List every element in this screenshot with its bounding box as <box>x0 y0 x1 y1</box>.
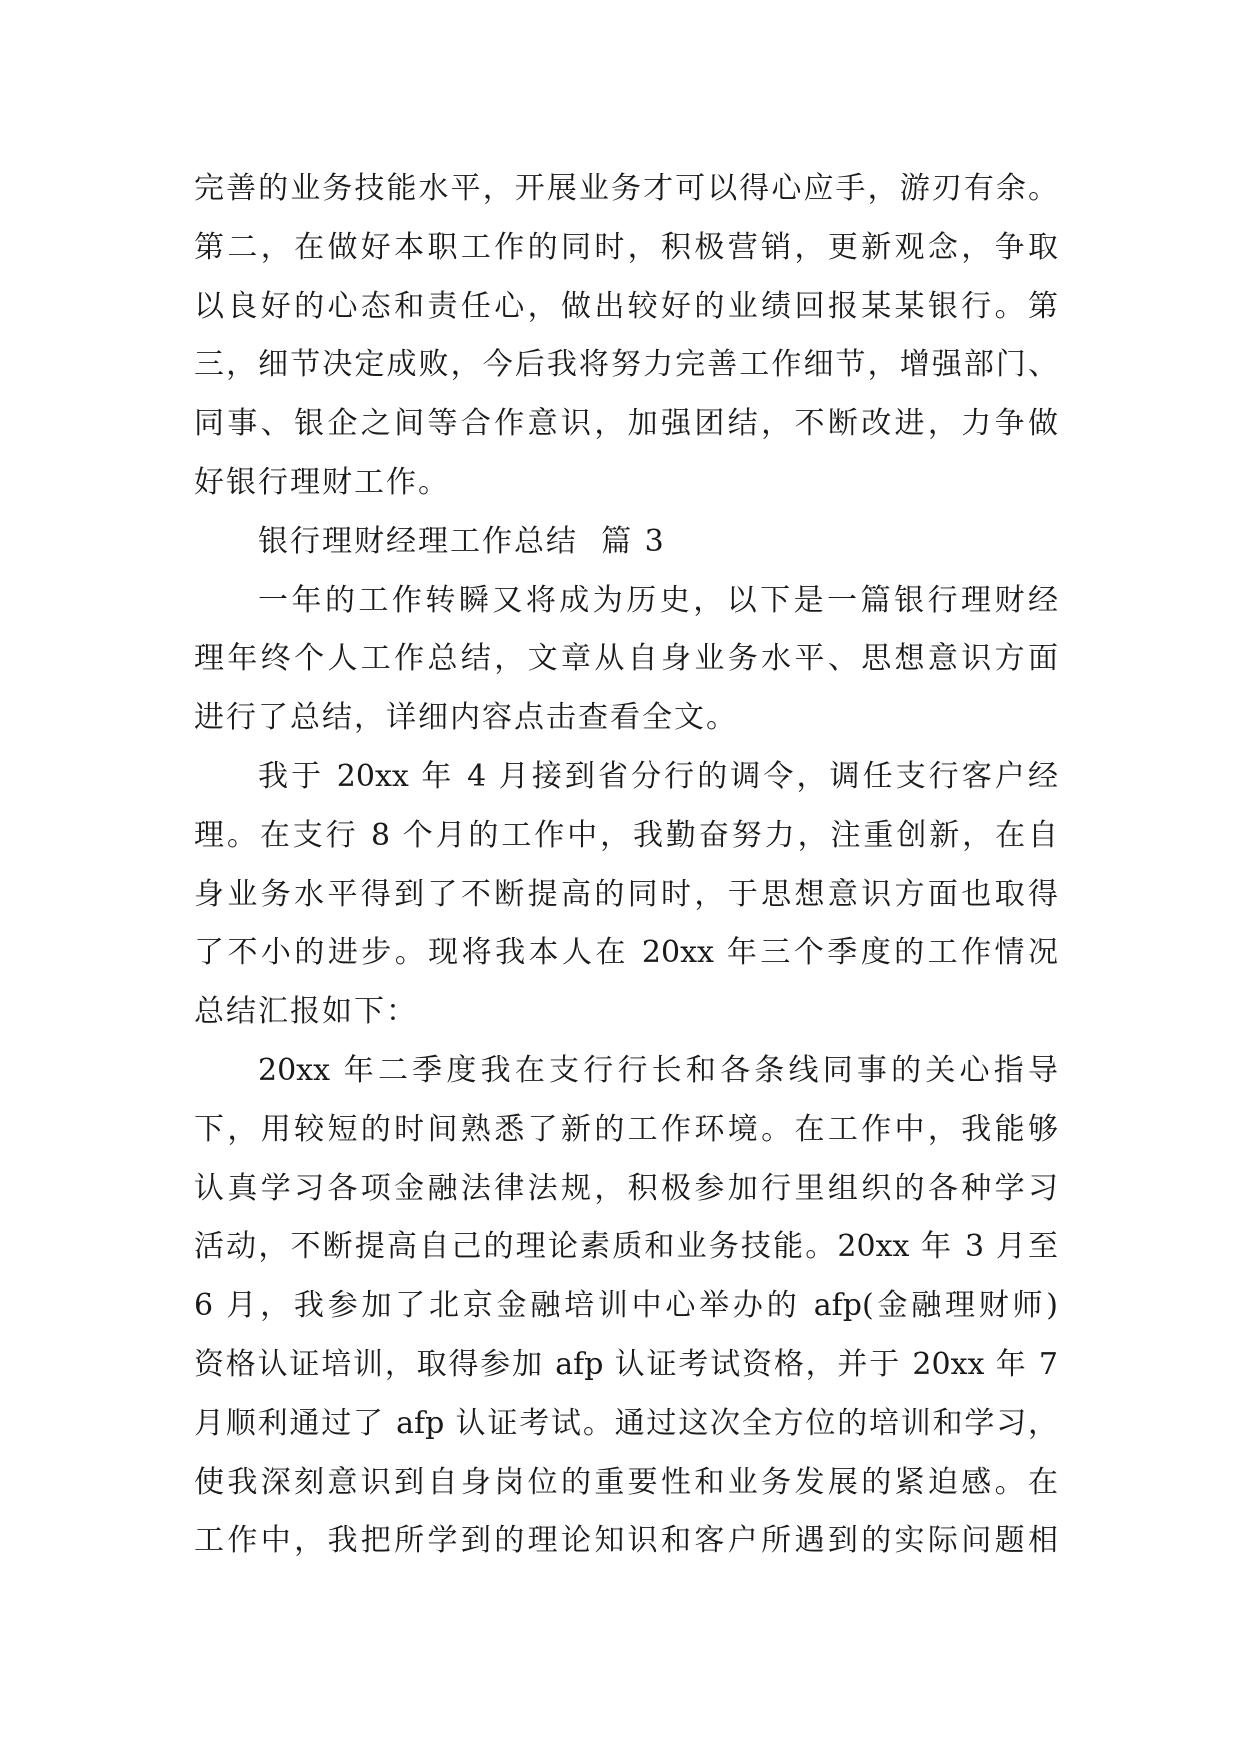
text-line: 身业务水平得到了不断提高的同时，于思想意识方面也取得 <box>194 876 1058 912</box>
text-line: 下，用较短的时间熟悉了新的工作环境。在工作中，我能够 <box>194 1111 1058 1147</box>
text-line: 资格认证培训，取得参加 afp 认证考试资格，并于 20xx 年 7 <box>194 1346 1058 1382</box>
text-line: 理年终个人工作总结，文章从自身业务水平、思想意识方面 <box>194 641 1058 677</box>
text-line: 月顺利通过了 afp 认证考试。通过这次全方位的培训和学习， <box>194 1405 1058 1441</box>
text-line: 进行了总结，详细内容点击查看全文。 <box>194 700 738 736</box>
text-line: 我于 20xx 年 4 月接到省分行的调令，调任支行客户经 <box>258 758 1058 794</box>
text-line: 以良好的心态和责任心，做出较好的业绩回报某某银行。第 <box>194 288 1058 324</box>
text-line: 20xx 年二季度我在支行行长和各条线同事的关心指导 <box>258 1052 1058 1088</box>
paragraph-continuation <box>194 160 1058 513</box>
section-heading <box>194 513 1058 572</box>
paragraph-intro <box>194 572 1058 748</box>
text-line: 工作中，我把所学到的理论知识和客户所遇到的实际问题相 <box>194 1523 1058 1559</box>
paragraph-appointment <box>194 748 1058 1042</box>
text-line: 活动，不断提高自己的理论素质和业务技能。20xx 年 3 月至 <box>194 1229 1058 1265</box>
text-line: 一年的工作转瞬又将成为历史，以下是一篇银行理财经 <box>258 582 1058 618</box>
text-line: 使我深刻意识到自身岗位的重要性和业务发展的紧迫感。在 <box>194 1464 1058 1500</box>
text-line: 完善的业务技能水平，开展业务才可以得心应手，游刃有余。 <box>194 171 1058 206</box>
paragraph-q2 <box>194 1042 1058 1571</box>
text-line: 好银行理财工作。 <box>194 464 450 500</box>
document-body <box>194 160 1058 1571</box>
text-line: 认真学习各项金融法律法规，积极参加行里组织的各种学习 <box>194 1170 1058 1206</box>
text-line: 了不小的进步。现将我本人在 20xx 年三个季度的工作情况 <box>194 935 1058 971</box>
text-line: 6 月，我参加了北京金融培训中心举办的 afp(金融理财师) <box>194 1288 1058 1324</box>
text-line: 总结汇报如下： <box>194 994 418 1030</box>
section-title: 银行理财经理工作总结 篇 3 <box>258 523 666 559</box>
text-line: 第二，在做好本职工作的同时，积极营销，更新观念，争取 <box>194 229 1058 265</box>
text-line: 理。在支行 8 个月的工作中，我勤奋努力，注重创新，在自 <box>194 817 1058 853</box>
text-line: 同事、银企之间等合作意识，加强团结，不断改进，力争做 <box>194 406 1058 442</box>
text-line: 三，细节决定成败，今后我将努力完善工作细节，增强部门、 <box>194 347 1058 383</box>
